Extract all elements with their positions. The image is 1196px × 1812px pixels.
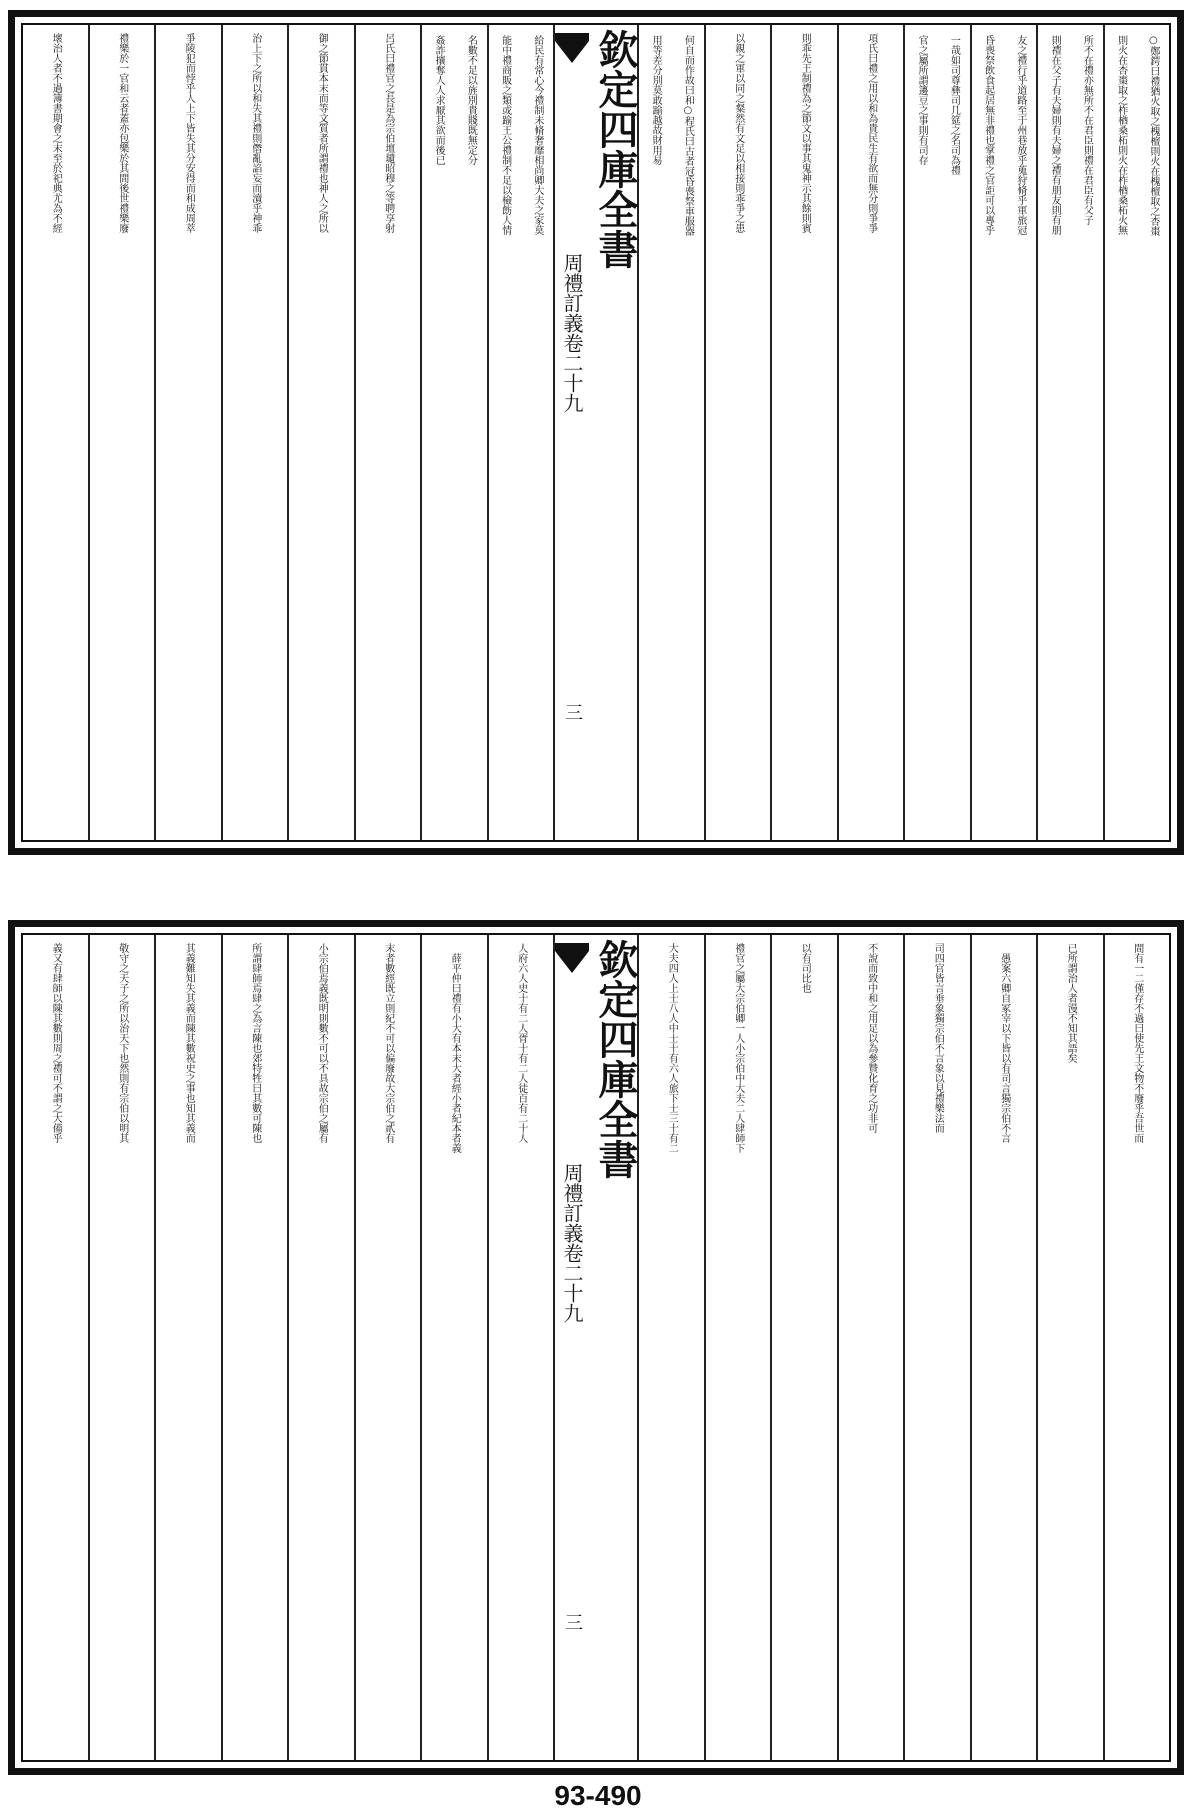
top-text-line: 御之節貫本末而等文質者所謂禮也神人之所以 <box>316 33 328 233</box>
top-text-column <box>221 25 288 840</box>
top-commentary-line: 官之屬所謂籩豆之事則有司存 <box>916 35 928 165</box>
top-text-column <box>23 25 88 840</box>
bottom-work-title: 周禮訂義 <box>560 1163 584 1243</box>
bottom-text-column <box>154 935 221 1760</box>
bottom-text-line: 間有一二僅存不過曰使先王文物不廢乎吾世而 <box>1131 943 1143 1143</box>
top-text-column <box>287 25 354 840</box>
bottom-text-line: 敬守之天子之所以治天下也然則有宗伯以明其 <box>116 943 128 1143</box>
top-text-line: 項氏曰禮之用以和為貴民生有欲而無分則爭爭 <box>865 33 877 233</box>
top-text-line: 以親之軍以同之粲然有文足以相接則乖爭之患 <box>732 33 744 233</box>
top-commentary-column <box>970 25 1037 840</box>
bottom-center-margin <box>553 935 637 1760</box>
bottom-text-line: 禮官之屬大宗伯卿一人小宗伯中大夫二人肆師下 <box>732 943 744 1153</box>
bottom-volume-number: 卷二十九 <box>560 1243 584 1323</box>
bottom-text-column <box>287 935 354 1760</box>
bottom-text-line: 義又有肆師以陳其數則周之禮可不謂之大備乎 <box>50 943 62 1143</box>
top-volume-number: 卷二十九 <box>560 333 584 413</box>
top-text-line: 壞治人者不過簿書期會之末至於祀典尤為不經 <box>50 33 62 233</box>
top-commentary-line: 一哉如司尊彝司几筵之名司為禮 <box>948 35 960 175</box>
top-commentary-line: 所不在禮亦無所不在君臣則禮在君臣有父子 <box>1081 35 1093 225</box>
bottom-text-column <box>1036 935 1103 1760</box>
top-volume-title <box>560 73 584 413</box>
top-commentary-line: 姦詐攘奪人人求厭其欲而後已 <box>433 35 445 165</box>
top-commentary-line: 給民有常心今禮制未脩奢靡相尚卿大夫之家莫 <box>531 35 543 235</box>
top-work-title: 周禮訂義 <box>560 253 584 333</box>
top-commentary-line: 能中禮商販之類或踰王公禮制不足以檢飭人情 <box>499 35 511 235</box>
bottom-book-title: 欽定四庫全書 <box>592 939 639 1179</box>
bottom-text-line: 司四官皆言垂象獨宗伯不言象以見禮樂法而 <box>932 943 944 1133</box>
bottom-text-column <box>420 935 487 1760</box>
bottom-text-column <box>23 935 88 1760</box>
bottom-text-column <box>221 935 288 1760</box>
top-commentary-column <box>420 25 487 840</box>
bottom-text-column <box>770 935 837 1760</box>
top-fish-tail-icon <box>555 33 589 73</box>
bottom-volume-title <box>560 983 584 1323</box>
bottom-folio-number: 三 <box>562 1613 583 1631</box>
bottom-text-line: 薛平仲曰禮有小大有本末大者經小者紀本者義 <box>449 943 461 1153</box>
top-text-line: 治上下之所以和失其禮則僭亂諂妄而瀆乎神乖 <box>249 33 261 233</box>
bottom-text-column <box>1103 935 1170 1760</box>
top-fish-tail-block <box>555 25 589 840</box>
top-commentary-line: 何自而作故曰和○程氏曰古者冠昏喪祭車服器 <box>682 35 694 236</box>
page-number: 93-490 <box>554 1780 642 1811</box>
top-commentary-line: 友之禮行乎道路至于州巷放乎蒐狩脩乎軍旅冠 <box>1014 35 1026 235</box>
bottom-text-line: 人府六人史十有二人胥十有二人徒百有二十人 <box>515 943 527 1143</box>
top-text-line: 爭陵犯而悖乎人上下皆失其分安得而和成周萃 <box>183 33 195 233</box>
bottom-fish-tail-block <box>555 935 589 1760</box>
bottom-text-column <box>637 935 704 1760</box>
bottom-text-column <box>487 935 554 1760</box>
bottom-text-line: 以有司比也 <box>799 943 811 993</box>
top-text-column <box>354 25 421 840</box>
top-commentary-column <box>637 25 704 840</box>
top-commentary-column <box>1103 25 1170 840</box>
bottom-text-column <box>903 935 970 1760</box>
bottom-text-column <box>88 935 155 1760</box>
top-text-column <box>770 25 837 840</box>
bottom-text-column <box>704 935 771 1760</box>
bottom-text-line: 不說而致中和之用足以為參贊化育之功非可 <box>865 943 877 1133</box>
top-commentary-line: ○鄭鍔曰禮猶火取之槐檀則火在槐檀取之杏棗 <box>1147 35 1159 236</box>
top-page-columns <box>21 23 1171 842</box>
bottom-text-column <box>970 935 1037 1760</box>
top-text-column <box>837 25 904 840</box>
bottom-fish-tail-icon <box>555 943 589 983</box>
top-page-frame <box>8 10 1184 855</box>
top-text-line: 禮樂於一官和云者蓋亦包樂於其間後世禮樂廢 <box>116 33 128 233</box>
top-commentary-column <box>1036 25 1103 840</box>
top-commentary-line: 名數不足以旌別貴賤既無定分 <box>465 35 477 165</box>
top-commentary-line: 則火在杏棗取之柞楢桑柘則火在柞楢桑柘火無 <box>1115 35 1127 235</box>
bottom-text-column <box>837 935 904 1760</box>
top-commentary-column <box>487 25 554 840</box>
bottom-text-column <box>354 935 421 1760</box>
top-book-title: 欽定四庫全書 <box>592 29 639 269</box>
top-commentary-column <box>903 25 970 840</box>
bottom-text-line: 大夫四人上士八人中士十有六人旅下士三十有二 <box>666 943 678 1153</box>
bottom-text-line: 末者數經既立則紀不可以偏廢故大宗伯之貳有 <box>382 943 394 1143</box>
top-commentary-line: 用等差分別莫敢踰越故財用易 <box>650 35 662 165</box>
bottom-text-line: 已所謂治人者漫不知其語矣 <box>1065 943 1077 1063</box>
bottom-text-line: 其義難知失其義而陳其數祝史之事也知其義而 <box>183 943 195 1143</box>
top-text-line: 呂氏曰禮官之長是為宗伯壇壝昭穆之等聘享射 <box>382 33 394 233</box>
top-commentary-line: 則禮在父子有夫婦則有夫婦之禮有朋友則有朋 <box>1049 35 1061 235</box>
top-center-margin <box>553 25 637 840</box>
bottom-page-frame <box>8 920 1184 1775</box>
bottom-text-line: 小宗伯焉義既明則數不可以不具故宗伯之屬有 <box>316 943 328 1143</box>
top-folio-number: 三 <box>562 703 583 721</box>
top-text-column <box>88 25 155 840</box>
top-commentary-line: 昏喪祭飲食起居無非禮也掌禮之官詎可以專乎 <box>982 35 994 235</box>
bottom-page-columns <box>21 933 1171 1762</box>
bottom-text-line: 所謂肆師焉肆之為言陳也郊特牲曰其數可陳也 <box>249 943 261 1143</box>
top-text-column <box>704 25 771 840</box>
top-text-line: 則乖先王制禮為之節文以事其鬼神示其餘則賓 <box>799 33 811 233</box>
bottom-text-line: 愚案六卿自冢宰以下皆以有司言獨宗伯不言 <box>998 943 1010 1143</box>
top-text-column <box>154 25 221 840</box>
